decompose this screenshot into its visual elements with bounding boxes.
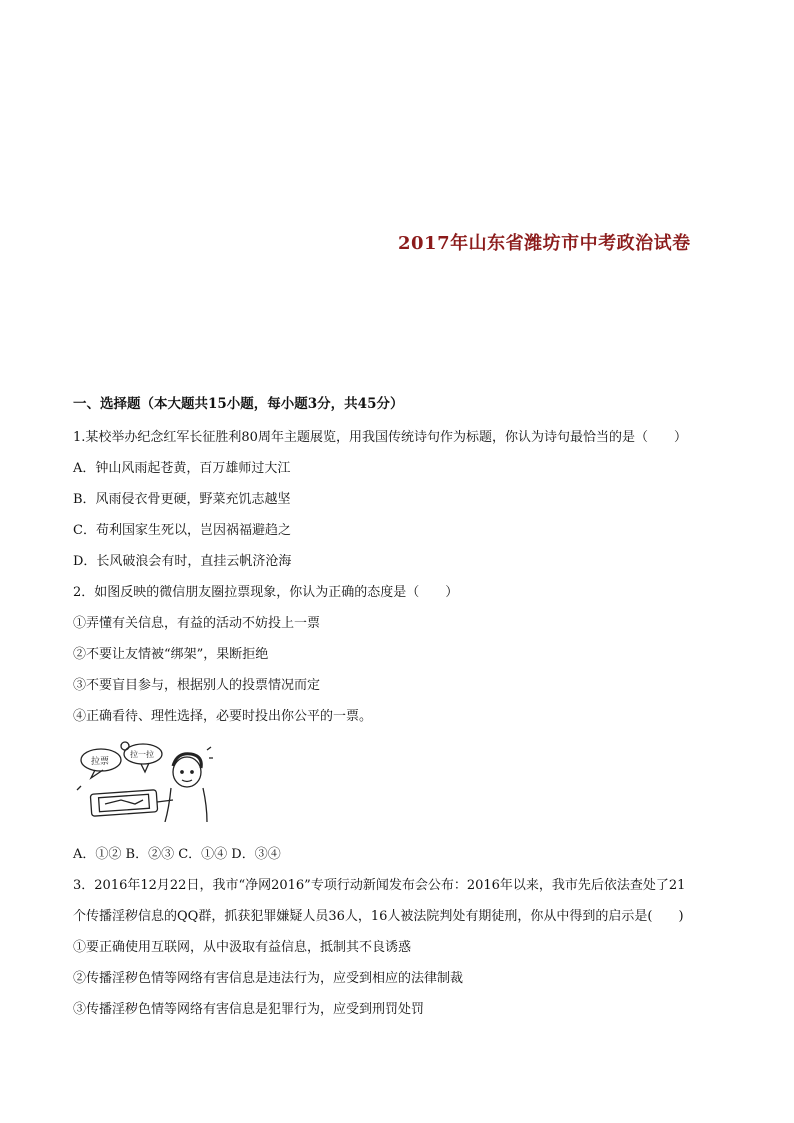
question-2-item-3: ③不要盲目参与，根据别人的投票情况而定 [73, 678, 321, 693]
question-1-option-b: B．风雨侵衣骨更硬，野菜充饥志越坚 [73, 492, 291, 507]
question-1-option-d: D．长风破浪会有时，直挂云帆济沧海 [73, 554, 292, 569]
question-3-stem-line-1: 3．2016年12月22日，我市“净网2016”专项行动新闻发布会公布：2016年以来，我市先后依法查处了21 [73, 878, 686, 893]
question-3-item-3: ③传播淫秽色情等网络有害信息是犯罪行为，应受到刑罚处罚 [73, 1002, 425, 1017]
person-body [165, 788, 207, 822]
question-2-item-4: ④正确看待、理性选择，必要时投出你公平的一票。 [73, 709, 373, 724]
exam-title: 2017年山东省潍坊市中考政治试卷 [398, 233, 691, 254]
question-2-item-1: ①弄懂有关信息，有益的活动不妨投上一票 [73, 616, 321, 631]
bubble-left-text: 拉票 [91, 757, 110, 767]
question-2-answer-options: A．①② B．②③ C．①④ D．③④ [73, 847, 281, 862]
question-1-option-a: A．钟山风雨起苍黄，百万雄师过大江 [73, 461, 291, 476]
question-1-stem: 1.某校举办纪念红军长征胜利80周年主题展览，用我国传统诗句作为标题，你认为诗句最恰当的是（ ） [73, 430, 687, 445]
question-3-stem-line-2: 个传播淫秽信息的QQ群，抓获犯罪嫌疑人员36人，16人被法院判处有期徒刑，你从中得到的启示是( ) [73, 909, 684, 924]
section-heading: 一、选择题（本大题共15小题，每小题3分，共45分） [73, 396, 404, 412]
person-head [173, 757, 201, 787]
bubble-middle-text: 拉一拉 [130, 750, 154, 759]
question-2-item-2: ②不要让友情被“绑架”，果断拒绝 [73, 647, 269, 662]
question-1-option-c: C．苟利国家生死以，岂因祸福避趋之 [73, 523, 291, 538]
question-3-item-1: ①要正确使用互联网，从中汲取有益信息，抵制其不良诱惑 [73, 940, 412, 955]
question-2-stem: 2．如图反映的微信朋友圈拉票现象，你认为正确的态度是（ ） [73, 585, 459, 600]
question-3-item-2: ②传播淫秽色情等网络有害信息是违法行为，应受到相应的法律制裁 [73, 971, 464, 986]
wechat-vote-illustration [73, 738, 213, 822]
